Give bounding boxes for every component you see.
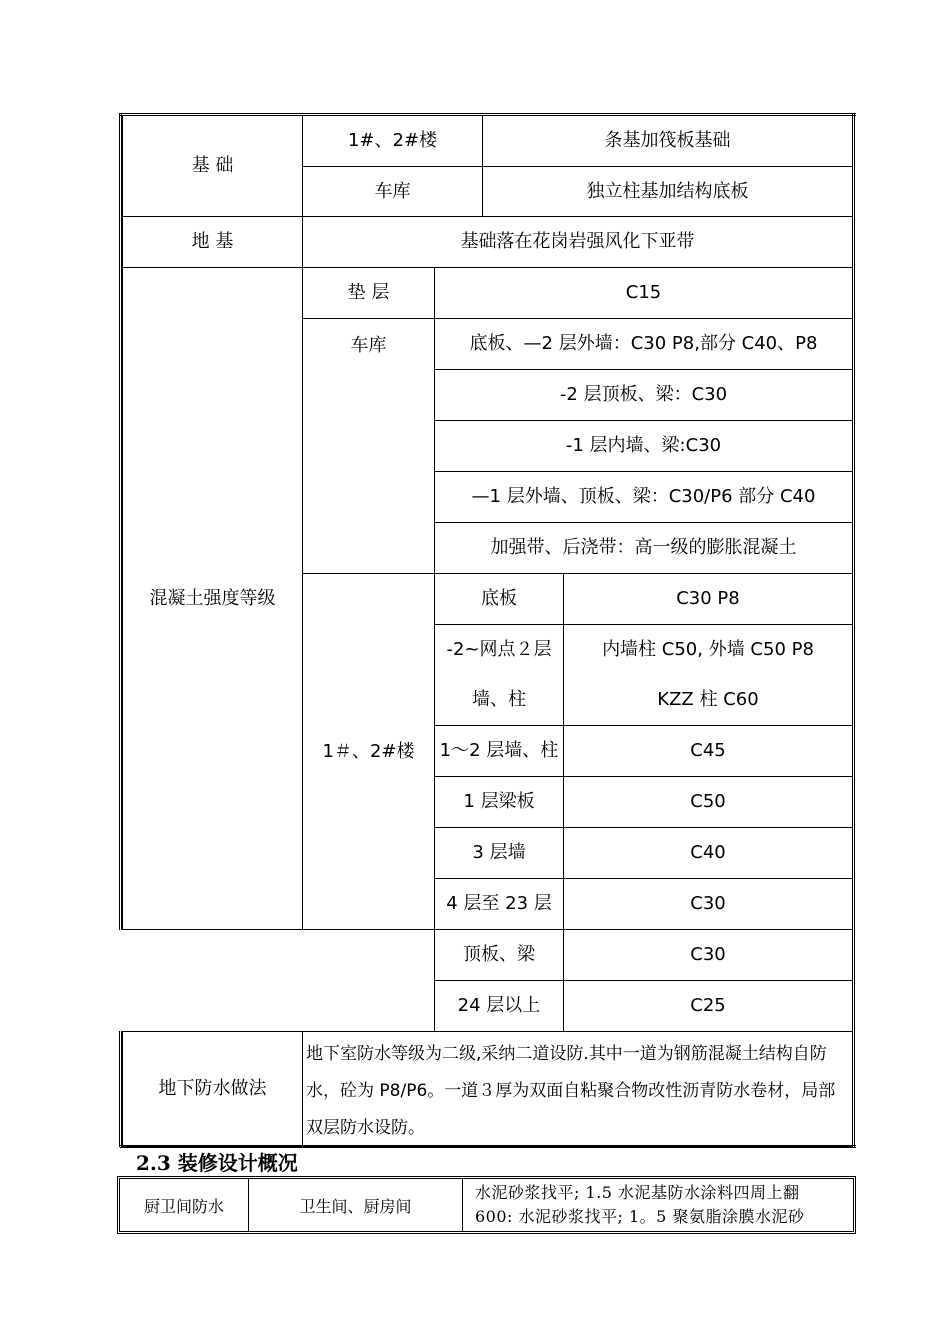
building-part-2-line1: -2~网点２层 (446, 639, 552, 661)
waterproof-cell (302, 1031, 853, 1147)
garage-item-2: -2 层顶板、梁：C30 (434, 369, 853, 421)
buildings-label: 1＃、2#楼 (302, 573, 435, 930)
foundation-type-2: 独立柱基加结构底板 (482, 166, 853, 217)
building-grade-2 (563, 624, 853, 726)
garage-item-3: -1 层内墙、梁:C30 (434, 420, 853, 472)
foundation-building-2: 车库 (302, 166, 483, 217)
decor-method-line2: 600: 水泥砂浆找平; 1。5 聚氨脂涂膜水泥砂 (475, 1207, 805, 1226)
building-part-1: 底板 (434, 573, 564, 625)
building-part-4: 1 层梁板 (434, 776, 564, 828)
building-grade-6: C30 (563, 878, 853, 930)
cushion-label: 垫 层 (302, 267, 435, 319)
waterproof-label: 地下防水做法 (122, 1031, 303, 1147)
building-grade-5: C40 (563, 827, 853, 879)
decor-method-line1: 水泥砂浆找平; 1.5 水泥基防水涂料四周上翻 (475, 1183, 800, 1202)
concrete-label: 混凝土强度等级 (122, 267, 303, 930)
waterproof-text: 地下室防水等级为二级,采纳二道设防.其中一道为钢筋混凝土结构自防水，砼为 P8/P6。一道３厚为双面自粘聚合物改性沥青防水卷材，局部双层防水设防。 (306, 1044, 836, 1138)
garage-item-5: 加强带、后浇带：高一级的膨胀混凝土 (434, 522, 853, 574)
section-title: 2.3 装修设计概况 (136, 1151, 298, 1175)
building-grade-7: C30 (563, 929, 853, 981)
building-grade-4: C50 (563, 776, 853, 828)
foundation-type-1: 条基加筏板基础 (482, 115, 853, 167)
foundation-building-1: 1#、2#楼 (302, 115, 483, 167)
building-part-2-line2: 墙、柱 (472, 689, 526, 711)
subgrade-value: 基础落在花岗岩强风化下亚带 (302, 216, 853, 268)
decor-item: 厨卫间防水 (143, 1196, 224, 1216)
decor-location: 卫生间、厨房间 (248, 1179, 462, 1231)
building-grade-2-line2: KZZ 柱 C60 (657, 689, 759, 711)
building-grade-2-line1: 内墙柱 C50, 外墙 C50 P8 (602, 639, 814, 661)
foundation-label: 基 础 (122, 115, 303, 217)
building-part-5: 3 层墙 (434, 827, 564, 879)
garage-item-1: 底板、—2 层外墙：C30 P8,部分 C40、P8 (434, 318, 853, 370)
building-grade-8: C25 (563, 980, 853, 1032)
decor-table (117, 1176, 856, 1234)
building-part-2 (434, 624, 564, 726)
decor-method (462, 1179, 853, 1231)
garage-label: 车库 (302, 318, 435, 574)
building-part-7: 顶板、梁 (434, 929, 564, 981)
building-grade-1: C30 P8 (563, 573, 853, 625)
building-grade-3: C45 (563, 725, 853, 777)
building-part-3: 1～2 层墙、柱 (434, 725, 564, 777)
cushion-value: C15 (434, 267, 853, 319)
building-part-8: 24 层以上 (434, 980, 564, 1032)
building-part-6: 4 层至 23 层 (434, 878, 564, 930)
garage-item-4: —1 层外墙、顶板、梁：C30/P6 部分 C40 (434, 471, 853, 523)
subgrade-label: 地 基 (122, 216, 303, 268)
